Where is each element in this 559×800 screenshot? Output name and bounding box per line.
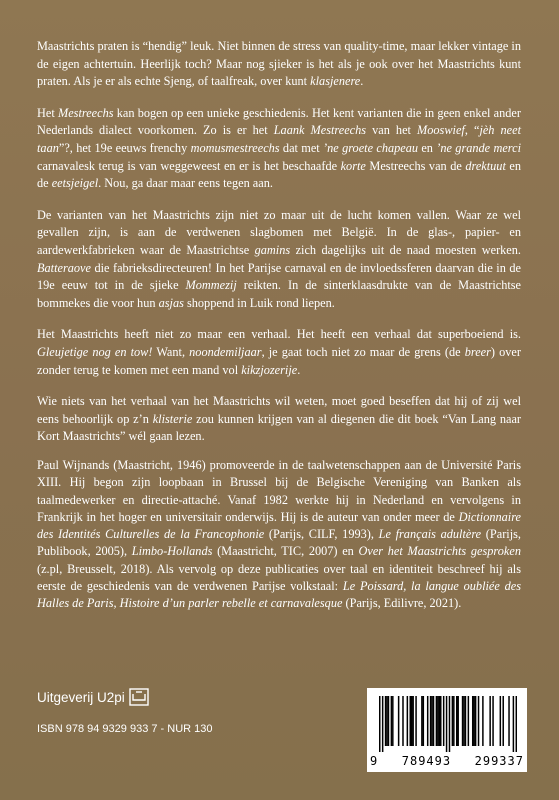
italic-term: korte — [340, 158, 366, 173]
barcode-bar — [415, 696, 417, 746]
barcode-bar — [472, 696, 474, 746]
barcode-bar — [385, 696, 387, 746]
barcode-bar — [427, 696, 429, 746]
italic-term: drektuut — [465, 158, 506, 173]
barcode-bar — [446, 696, 448, 752]
barcode-bar — [508, 696, 510, 746]
italic-term: Le Poissard, la langue oubliée des Halles de Paris, Histoire d’un parler rebelle et carnavalesque — [37, 579, 521, 611]
italic-term: noondemiljaar — [189, 344, 262, 359]
blurb-paragraph-3: De varianten van het Maastrichts zijn niet zo maar uit de lucht komen vallen. Waar ze wel gevallen zijn, is aan de verdwenen slagbomen met België. In de glas-, papier- en aardewerkfabrieken waar de Maastrichtse gamins zich dagelijks uit de naad moesten werken. Batteraove die fabrieksdirecteuren! In het Parijse carnaval en de invloedssferen daarvan die in de 19e eeuw tot in de sjieke Mommezij reikten. In de sinterklaasdrukte van de Maastrichtse bommekes die voor hun asjas shoppend in Luik rond liepen. — [37, 207, 522, 310]
barcode-bar — [433, 696, 435, 746]
barcode-group-2: 299337 — [474, 754, 524, 768]
barcode-bar — [386, 696, 388, 746]
isbn-barcode — [367, 688, 527, 772]
barcode-group-1: 789493 — [401, 754, 452, 768]
barcode-bar — [430, 696, 432, 746]
barcode-bar — [410, 696, 412, 746]
barcode-bar — [463, 696, 465, 746]
publisher-imprint — [37, 688, 149, 706]
italic-term: eetsjeigel — [51, 176, 99, 191]
italic-term: breer — [464, 344, 491, 359]
barcode-bar — [421, 696, 423, 746]
barcode-bar — [513, 696, 515, 752]
barcode-bar — [391, 696, 393, 746]
italic-term: asjas — [158, 295, 184, 310]
publisher-name: Uitgeverij U2pi — [37, 689, 125, 705]
italic-term: Le français adultère — [378, 527, 482, 542]
italic-term: momusmestreechs — [190, 140, 280, 155]
u2pi-logo-icon — [129, 688, 149, 706]
barcode-bar — [489, 696, 491, 746]
barcode-bar — [398, 696, 400, 746]
barcode-bar — [468, 696, 470, 746]
barcode-bar — [411, 696, 413, 746]
barcode-bar — [436, 696, 438, 746]
barcode-digits — [370, 754, 524, 768]
barcode-bar — [379, 696, 381, 752]
italic-term: Gleujetige nog en tow! — [37, 344, 153, 359]
barcode-bar — [443, 696, 445, 746]
barcode-bar — [452, 696, 454, 746]
italic-term: Mommezij — [185, 278, 237, 293]
italic-term: Over het Maastrichts gesproken — [358, 544, 521, 559]
italic-term: gamins — [254, 242, 291, 257]
italic-term: jèh neet taan — [37, 123, 521, 155]
blurb — [37, 38, 521, 460]
barcode-bar — [473, 696, 475, 746]
barcode-bars — [379, 696, 517, 752]
italic-term: Mestreechs — [57, 105, 114, 120]
isbn-line: ISBN 978 94 9329 933 7 - NUR 130 — [37, 723, 213, 735]
italic-term: Laank Mestreechs — [273, 123, 367, 138]
barcode-bar — [502, 696, 504, 746]
barcode-bar — [492, 696, 494, 746]
barcode-bar — [516, 696, 517, 752]
barcode-bar — [482, 696, 484, 746]
barcode-bar — [453, 696, 455, 746]
blurb-paragraph-2: Het Mestreechs kan bogen op een unieke geschiedenis. Het kent varianten die in geen enkel ander Nederlands dialect voorkomen. Zo is er het Laank Mestreechs van het Mooswief, “jèh neet taan”?, het 19e eeuws frenchy momusmestreechs dat met ’ne groete chapeau en ’ne grande merci carnavalesk terug is van weggeweest en er is het beschaafde korte Mestreechs van de drektuut en de eetsjeigel. Nou, ga daar maar eens tegen aan. — [37, 105, 522, 191]
italic-term: Dictionnaire des Identités Culturelles de la Francophonie — [37, 509, 521, 542]
barcode-bar — [407, 696, 409, 746]
barcode-bar — [456, 696, 458, 746]
barcode-bar — [500, 696, 502, 746]
barcode-bar — [475, 696, 477, 746]
barcode-bar — [392, 696, 394, 746]
blurb-paragraph-1: Maastrichts praten is “hendig” leuk. Niet binnen de stress van quality-time, maar lekker vintage in de eigen achtertuin. Heerlijk toch? Maar nog sjieker is het als je ook over het Maastrichts kunt praten. Als je er als echte Sjeng, of taalfreak, over kunt klasjenere. — [37, 39, 521, 89]
italic-term: ’ne grande merci — [436, 140, 522, 155]
barcode-bar — [402, 696, 404, 746]
barcode-bar — [465, 696, 467, 746]
barcode-bar — [478, 696, 480, 746]
barcode-bar — [437, 696, 439, 746]
italic-term: Mooswief — [417, 123, 465, 138]
barcode-bar — [388, 696, 390, 746]
italic-term: Limbo-Hollands — [131, 544, 213, 559]
author-bio — [37, 457, 521, 613]
barcode-bar — [412, 696, 414, 746]
barcode-bar — [423, 696, 425, 746]
barcode-bar — [457, 696, 459, 746]
barcode-bar — [449, 696, 451, 752]
author-bio-text: Paul Wijnands (Maastricht, 1946) promoveerde in de taalwetenschappen aan de Université Paris XIII. Hij begon zijn loopbaan in Brussel bij de Belgische Vereniging van Banken als taalmedewerker en directie-attaché. Vanaf 1982 werkte hij in Nederland en vervolgens in Frankrijk in het hoger en universitair onderwijs. Hij is de auteur van onder meer de Dictionnaire des Identités Culturelles de la Francophonie (Parijs, CILF, 1993), Le français adultère (Parijs, Publibook, 2005), Limbo-Hollands (Maastricht, TIC, 2007) en Over het Maastrichts gesproken (z.pl, Breusselt, 2018). Als vervolg op deze publicaties over taal en identiteit beschreef hij als eerste de geschiedenis van de verdwenen Parijse volkstaal: Le Poissard, la langue oubliée des Halles de Paris, Histoire d’un parler rebelle et carnavalesque (Parijs, Edilivre, 2021). — [37, 458, 521, 611]
italic-term: Batteraove — [37, 260, 91, 275]
barcode-bar — [440, 696, 442, 746]
blurb-paragraph-5: Wie niets van het verhaal van het Maastrichts wil weten, moet goed beseffen dat hij of zij wel eens behoorlijk op z’n klisterie zou kunnen krijgen van al diegenen die dit boek “Van Lang naar Kort Maastrichts” wél gaan lezen. — [37, 394, 521, 444]
barcode-bar — [431, 696, 433, 746]
barcode-prefix: 9 — [370, 754, 379, 768]
barcode-bar — [382, 696, 384, 752]
barcode-bar — [439, 696, 441, 746]
italic-term: klisterie — [152, 411, 193, 426]
blurb-paragraph-4: Het Maastrichts heeft niet zo maar een verhaal. Het heeft een verhaal dat superboeiend is. Gleujetige nog en tow! Want, noondemiljaar, je gaat toch niet zo maar de grens (de breer) over zonder terug te komen met een mand vol kikzjozerije. — [37, 327, 521, 377]
barcode-bar — [462, 696, 464, 746]
italic-term: klasjenere — [310, 74, 361, 89]
italic-term: ’ne groete chapeau — [323, 140, 419, 155]
italic-term: kikzjozerije — [241, 362, 298, 377]
